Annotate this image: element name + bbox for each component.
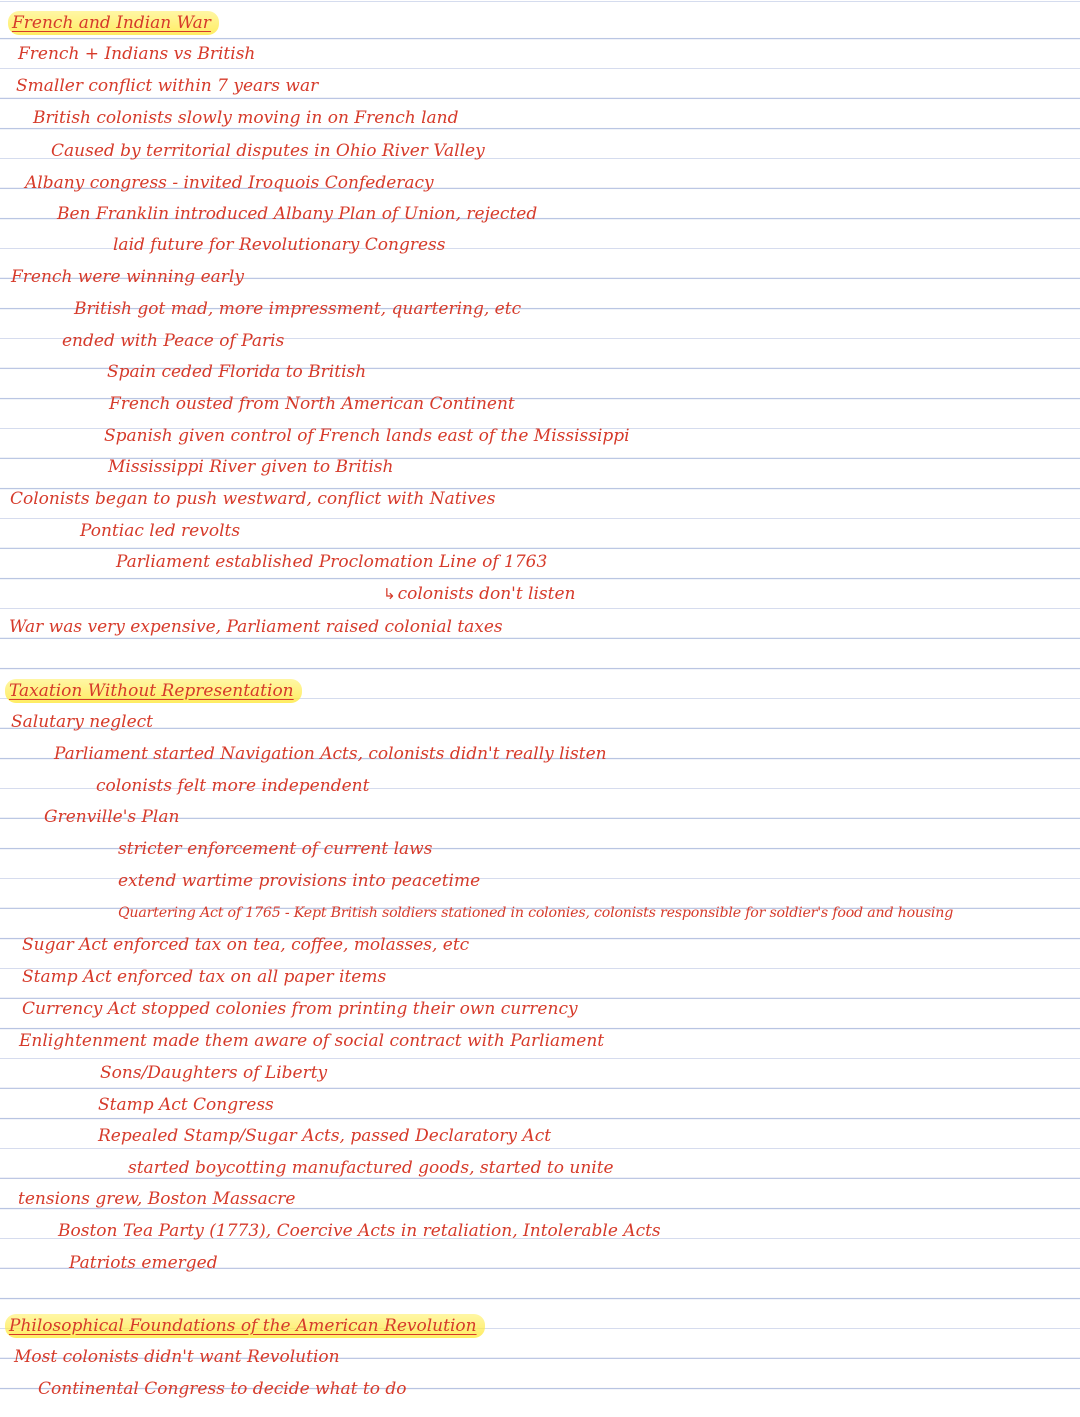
note-line-arrowed — [383, 583, 576, 605]
note-line: Colonists began to push westward, conflict with Natives — [10, 489, 496, 509]
note-line: Caused by territorial disputes in Ohio River Valley — [51, 141, 485, 161]
note-line: Spain ceded Florida to British — [107, 362, 367, 382]
note-line: Quartering Act of 1765 - Kept British soldiers stationed in colonies, colonists responsible for soldier's food and housing — [118, 905, 954, 921]
note-line: Parliament started Navigation Acts, colonists didn't really listen — [54, 744, 607, 764]
note-line: stricter enforcement of current laws — [118, 839, 433, 859]
note-line: Grenville's Plan — [44, 807, 180, 827]
note-line: Albany congress - invited Iroquois Confederacy — [25, 173, 434, 193]
note-line: extend wartime provisions into peacetime — [118, 871, 481, 891]
note-line: Sons/Daughters of Liberty — [100, 1063, 328, 1083]
note-line: War was very expensive, Parliament raised colonial taxes — [9, 617, 503, 637]
note-line: Smaller conflict within 7 years war — [16, 76, 319, 96]
note-line: French were winning early — [11, 267, 244, 287]
note-line-text: colonists don't listen — [397, 584, 576, 604]
note-line: Parliament established Proclomation Line of 1763 — [116, 552, 548, 572]
note-line: French ousted from North American Continent — [109, 394, 515, 414]
note-line: Enlightenment made them aware of social contract with Parliament — [19, 1031, 605, 1051]
down-right-arrow-icon: ↳ — [383, 585, 396, 603]
note-line: Sugar Act enforced tax on tea, coffee, molasses, etc — [22, 935, 470, 955]
note-line: British got mad, more impressment, quartering, etc — [74, 299, 522, 319]
note-line: Pontiac led revolts — [80, 521, 241, 541]
note-line: started boycotting manufactured goods, started to unite — [128, 1158, 614, 1178]
note-line: Mississippi River given to British — [108, 457, 394, 477]
note-line: Stamp Act enforced tax on all paper items — [22, 967, 387, 987]
note-line: ended with Peace of Paris — [62, 331, 285, 351]
note-line: colonists felt more independent — [96, 776, 370, 796]
note-line: French + Indians vs British — [18, 44, 256, 64]
note-line: Ben Franklin introduced Albany Plan of Union, rejected — [57, 204, 538, 224]
note-line: Repealed Stamp/Sugar Acts, passed Declaratory Act — [98, 1126, 552, 1146]
note-line: Spanish given control of French lands east of the Mississippi — [104, 426, 630, 446]
note-line: Most colonists didn't want Revolution — [14, 1347, 340, 1367]
section-heading-taxation-without-representation: Taxation Without Representation — [5, 679, 302, 703]
note-line: Currency Act stopped colonies from printing their own currency — [22, 999, 578, 1019]
note-line: Salutary neglect — [11, 712, 154, 732]
note-line: laid future for Revolutionary Congress — [113, 235, 446, 255]
section-heading-french-and-indian-war: French and Indian War — [8, 11, 219, 35]
note-line: tensions grew, Boston Massacre — [18, 1189, 296, 1209]
note-line: Continental Congress to decide what to do — [38, 1379, 407, 1399]
section-heading-philosophical-foundations: Philosophical Foundations of the American Revolution — [5, 1314, 485, 1338]
note-line: Boston Tea Party (1773), Coercive Acts in retaliation, Intolerable Acts — [58, 1221, 661, 1241]
note-line: British colonists slowly moving in on French land — [33, 108, 459, 128]
note-line: Patriots emerged — [69, 1253, 218, 1273]
note-line: Stamp Act Congress — [98, 1095, 274, 1115]
